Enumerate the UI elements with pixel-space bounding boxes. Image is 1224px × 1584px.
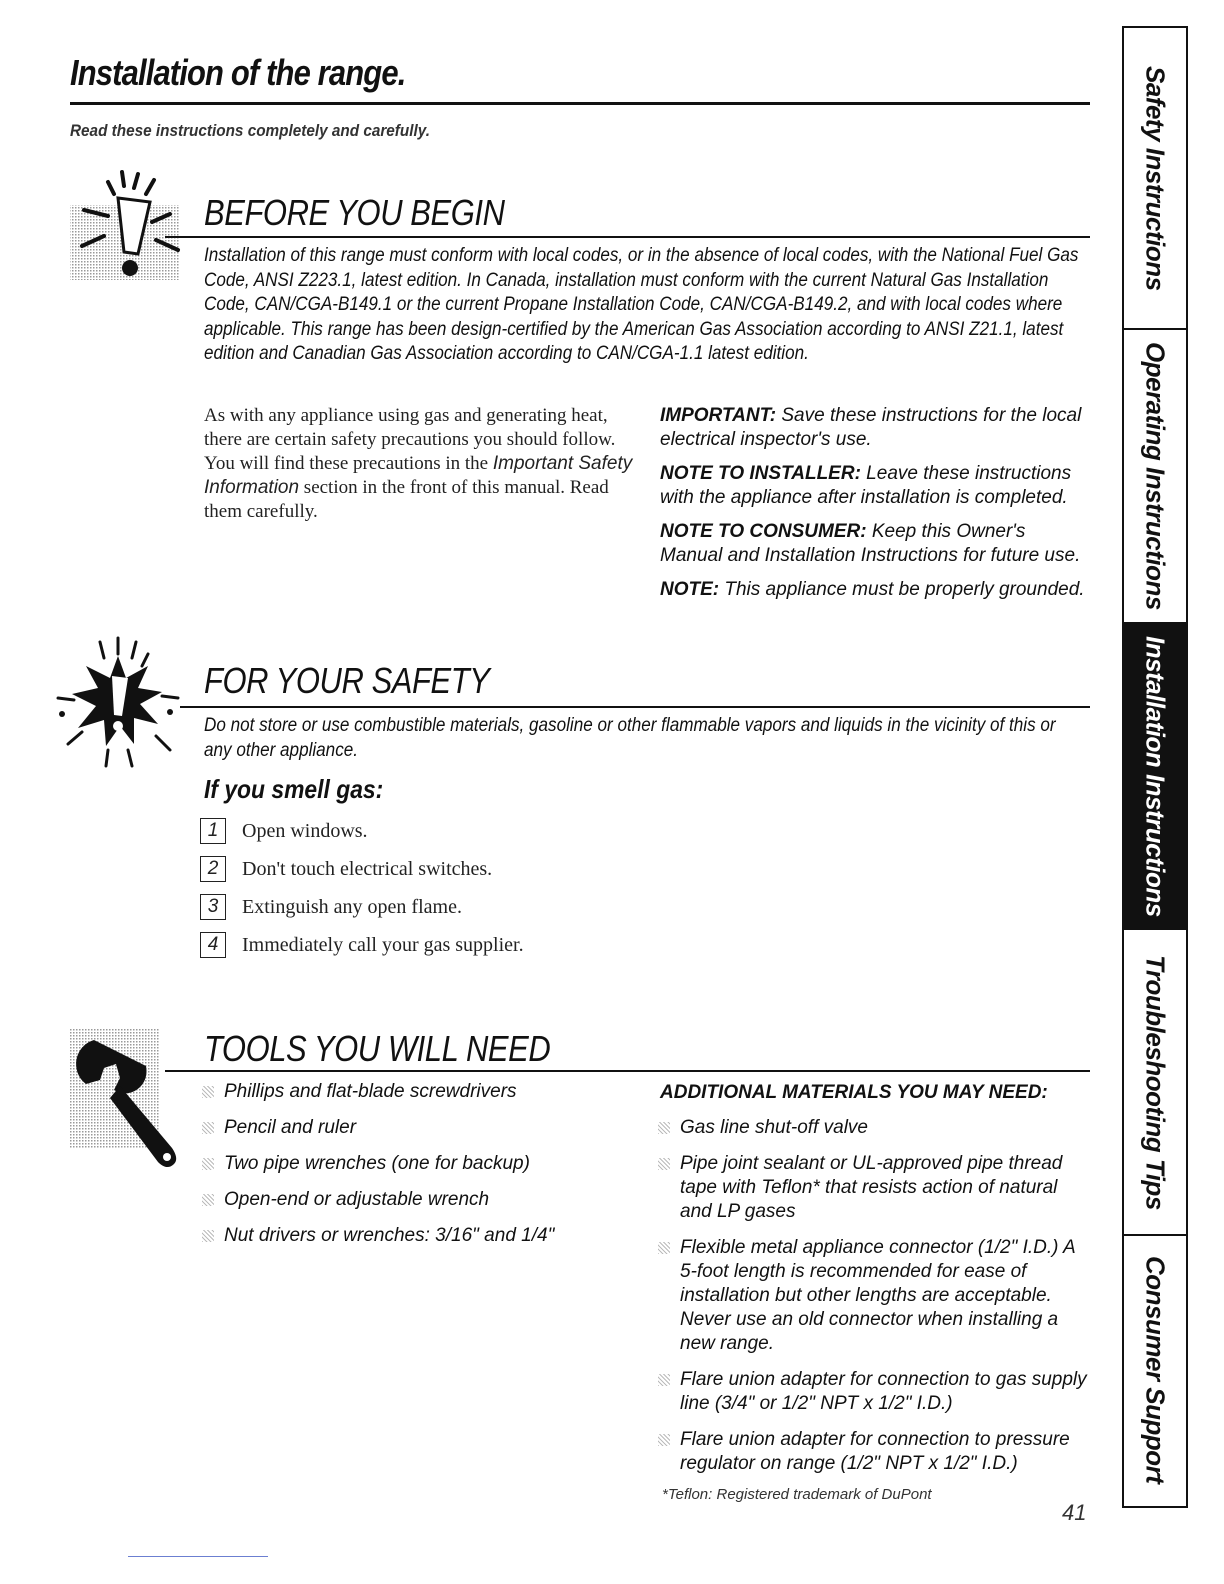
bottom-link-underline	[128, 1556, 268, 1557]
note-consumer: NOTE TO CONSUMER: Keep this Owner's Manual and Installation Instructions for future use.	[660, 521, 1081, 566]
step-number-box: 4	[200, 932, 226, 958]
list-item: Flare union adapter for connection to pressure regulator on range (1/2" NPT x 1/2" I.D.)	[656, 1428, 1092, 1476]
before-you-begin-rule	[165, 236, 1090, 238]
step-3: 3 Extinguish any open flame.	[200, 892, 462, 922]
page-title: Installation of the range.	[70, 52, 406, 93]
step-number-box: 1	[200, 818, 226, 844]
additional-materials-list	[656, 1116, 1092, 1488]
bullet-icon	[658, 1434, 670, 1446]
bullet-icon	[202, 1122, 214, 1134]
list-item: Pipe joint sealant or UL-approved pipe thread tape with Teflon* that resists action of natural and LP gases	[656, 1152, 1092, 1224]
tools-rule	[165, 1070, 1090, 1072]
flammable-warning: Do not store or use combustible materials, gasoline or other flammable vapors and liquids in the vicinity of this or any other appliance.	[204, 715, 1056, 761]
before-you-begin-intro: Installation of this range must conform with local codes, or in the absence of local codes, with the National Fuel Gas Code, ANSI Z223.1, latest edition. In Canada, installation must conform with the current Natural Gas Installation Code, CAN/CGA-B149.1 or the current Propane Installation Code, CAN/CGA-B149.2, and with local codes where applicable. This range has been design-certified by the American Gas Association according to ANSI Z21.1, latest edition and Canadian Gas Association according to CAN/CGA-1.1 latest edition.	[204, 245, 1079, 364]
notes-column	[660, 404, 1090, 612]
page-subtitle: Read these instructions completely and carefully.	[70, 121, 430, 140]
tab-consumer-support[interactable]: Consumer Support	[1124, 1234, 1186, 1504]
bullet-icon	[202, 1194, 214, 1206]
note-grounded: NOTE: This appliance must be properly grounded.	[660, 579, 1085, 600]
tab-operating-instructions[interactable]: Operating Instructions	[1124, 328, 1186, 622]
page-number: 41	[1062, 1500, 1087, 1525]
list-item: Gas line shut-off valve	[656, 1116, 1092, 1140]
tools-heading: TOOLS YOU WILL NEED	[204, 1028, 551, 1069]
list-item: Flexible metal appliance connector (1/2" I.D.) A 5-foot length is recommended for ease of installation but other lengths are acceptable. Never use an old connector when installing a new range.	[656, 1236, 1092, 1356]
warning-exclamation-icon	[60, 150, 200, 290]
step-number-box: 3	[200, 894, 226, 920]
list-item: Nut drivers or wrenches: 3/16" and 1/4"	[200, 1224, 640, 1248]
bullet-icon	[658, 1242, 670, 1254]
before-you-begin-heading: BEFORE YOU BEGIN	[204, 192, 505, 233]
safety-info-reference: Important Safety Information	[204, 453, 633, 498]
bullet-icon	[658, 1122, 670, 1134]
smell-gas-heading: If you smell gas:	[204, 774, 384, 804]
bullet-icon	[202, 1086, 214, 1098]
step-4: 4 Immediately call your gas supplier.	[200, 930, 524, 960]
list-item: Two pipe wrenches (one for backup)	[200, 1152, 640, 1176]
list-item: Pencil and ruler	[200, 1116, 640, 1140]
bullet-icon	[658, 1374, 670, 1386]
safety-burst-icon	[48, 632, 188, 772]
teflon-footnote: *Teflon: Registered trademark of DuPont	[662, 1486, 932, 1503]
note-installer: NOTE TO INSTALLER: Leave these instructions with the appliance after installation is completed.	[660, 463, 1072, 508]
tab-troubleshooting-tips[interactable]: Troubleshooting Tips	[1124, 928, 1186, 1234]
list-item: Open-end or adjustable wrench	[200, 1188, 640, 1212]
tools-list	[200, 1080, 640, 1260]
sidebar-tabs	[1122, 26, 1188, 1508]
list-item: Flare union adapter for connection to gas supply line (3/4" or 1/2" NPT x 1/2" I.D.)	[656, 1368, 1092, 1416]
wrench-icon	[64, 1020, 194, 1180]
title-rule	[70, 102, 1090, 105]
for-your-safety-rule	[180, 706, 1090, 708]
step-number-box: 2	[200, 856, 226, 882]
additional-materials-heading: ADDITIONAL MATERIALS YOU MAY NEED:	[660, 1082, 1048, 1103]
for-your-safety-heading: FOR YOUR SAFETY	[204, 660, 490, 701]
bullet-icon	[202, 1230, 214, 1242]
tab-safety-instructions[interactable]: Safety Instructions	[1124, 26, 1186, 328]
bullet-icon	[202, 1158, 214, 1170]
bullet-icon	[658, 1158, 670, 1170]
list-item: Phillips and flat-blade screwdrivers	[200, 1080, 640, 1104]
step-2: 2 Don't touch electrical switches.	[200, 854, 492, 884]
step-1: 1 Open windows.	[200, 816, 368, 846]
tab-installation-instructions[interactable]: Installation Instructions	[1124, 622, 1186, 928]
note-important: IMPORTANT: Save these instructions for the local electrical inspector's use.	[660, 405, 1082, 450]
precautions-paragraph: As with any appliance using gas and generating heat, there are certain safety precautions you should follow. You will find these precautions in the Important Safety Information section in the front of this manual. Read them carefully.	[204, 405, 633, 522]
